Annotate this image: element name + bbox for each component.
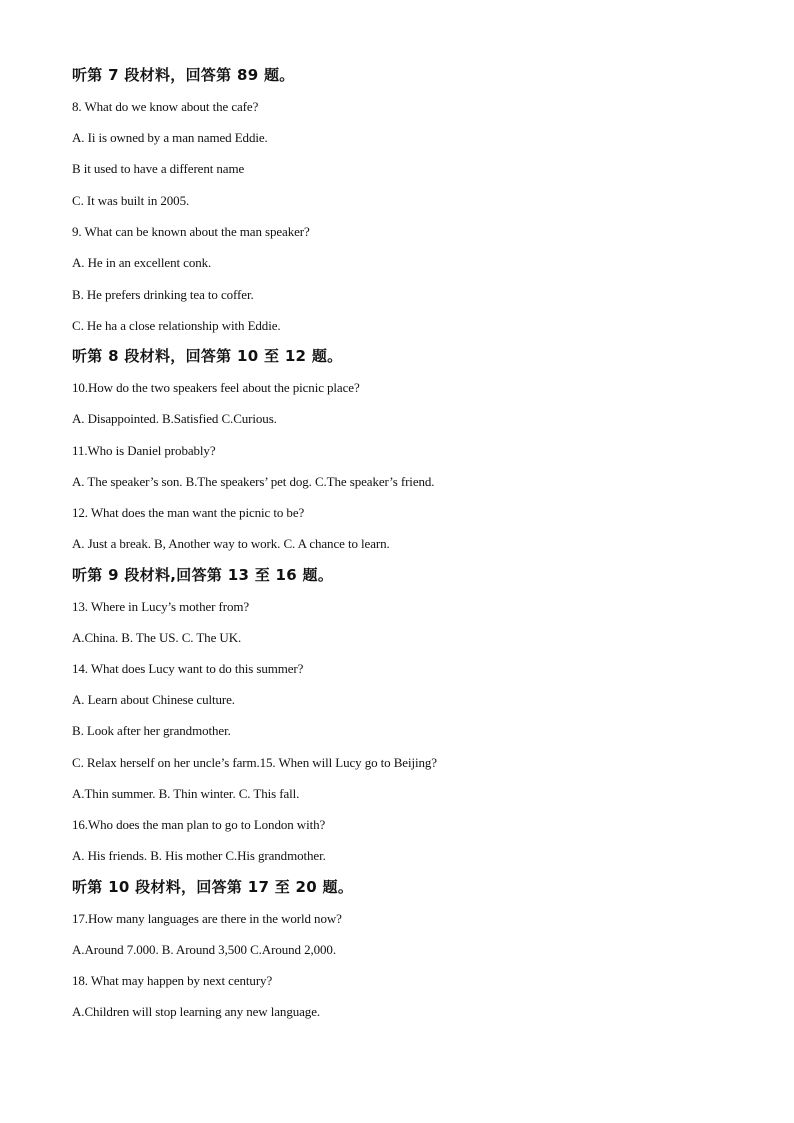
option-8c: C. It was built in 2005. (72, 193, 190, 208)
question-17: 17.How many languages are there in the world now? (72, 911, 342, 926)
question-16: 16.Who does the man plan to go to London with? (72, 817, 326, 832)
question-8: 8. What do we know about the cafe? (72, 99, 259, 114)
option-14b: B. Look after her grandmother. (72, 723, 231, 738)
question-14: 14. What does Lucy want to do this summer? (72, 661, 304, 676)
question-12: 12. What does the man want the picnic to be? (72, 505, 305, 520)
section-heading-8: 听第 8 段材料，回答第 10 至 12 题。 (72, 347, 343, 365)
option-8b: B it used to have a different name (72, 161, 245, 176)
option-18a: A.Children will stop learning any new language. (72, 1004, 321, 1019)
options-16: A. His friends. B. His mother C.His grandmother. (72, 848, 326, 863)
options-15: A.Thin summer. B. Thin winter. C. This fall. (72, 786, 300, 801)
options-11: A. The speaker’s son. B.The speakers’ pet dog. C.The speaker’s friend. (72, 474, 435, 489)
question-18: 18. What may happen by next century? (72, 973, 273, 988)
section-heading-10: 听第 10 段材料，回答第 17 至 20 题。 (72, 878, 354, 896)
question-13: 13. Where in Lucy’s mother from? (72, 599, 250, 614)
option-8a: A. Ii is owned by a man named Eddie. (72, 130, 268, 145)
question-9: 9. What can be known about the man speaker? (72, 224, 310, 239)
options-10: A. Disappointed. B.Satisfied C.Curious. (72, 411, 277, 426)
question-10: 10.How do the two speakers feel about the picnic place? (72, 380, 360, 395)
options-17: A.Around 7.000. B. Around 3,500 C.Around 2,000. (72, 942, 336, 957)
options-12: A. Just a break. B, Another way to work. C. A chance to learn. (72, 536, 390, 551)
question-11: 11.Who is Daniel probably? (72, 443, 216, 458)
option-14c-question-15: C. Relax herself on her uncle’s farm.15. When will Lucy go to Beijing? (72, 755, 437, 770)
option-9c: C. He ha a close relationship with Eddie. (72, 318, 281, 333)
option-9a: A. He in an excellent conk. (72, 255, 212, 270)
option-9b: B. He prefers drinking tea to coffer. (72, 287, 254, 302)
section-heading-9: 听第 9 段材料,回答第 13 至 16 题。 (72, 566, 334, 584)
options-13: A.China. B. The US. C. The UK. (72, 630, 242, 645)
option-14a: A. Learn about Chinese culture. (72, 692, 235, 707)
section-heading-7: 听第 7 段材料，回答第 89 题。 (72, 66, 295, 84)
